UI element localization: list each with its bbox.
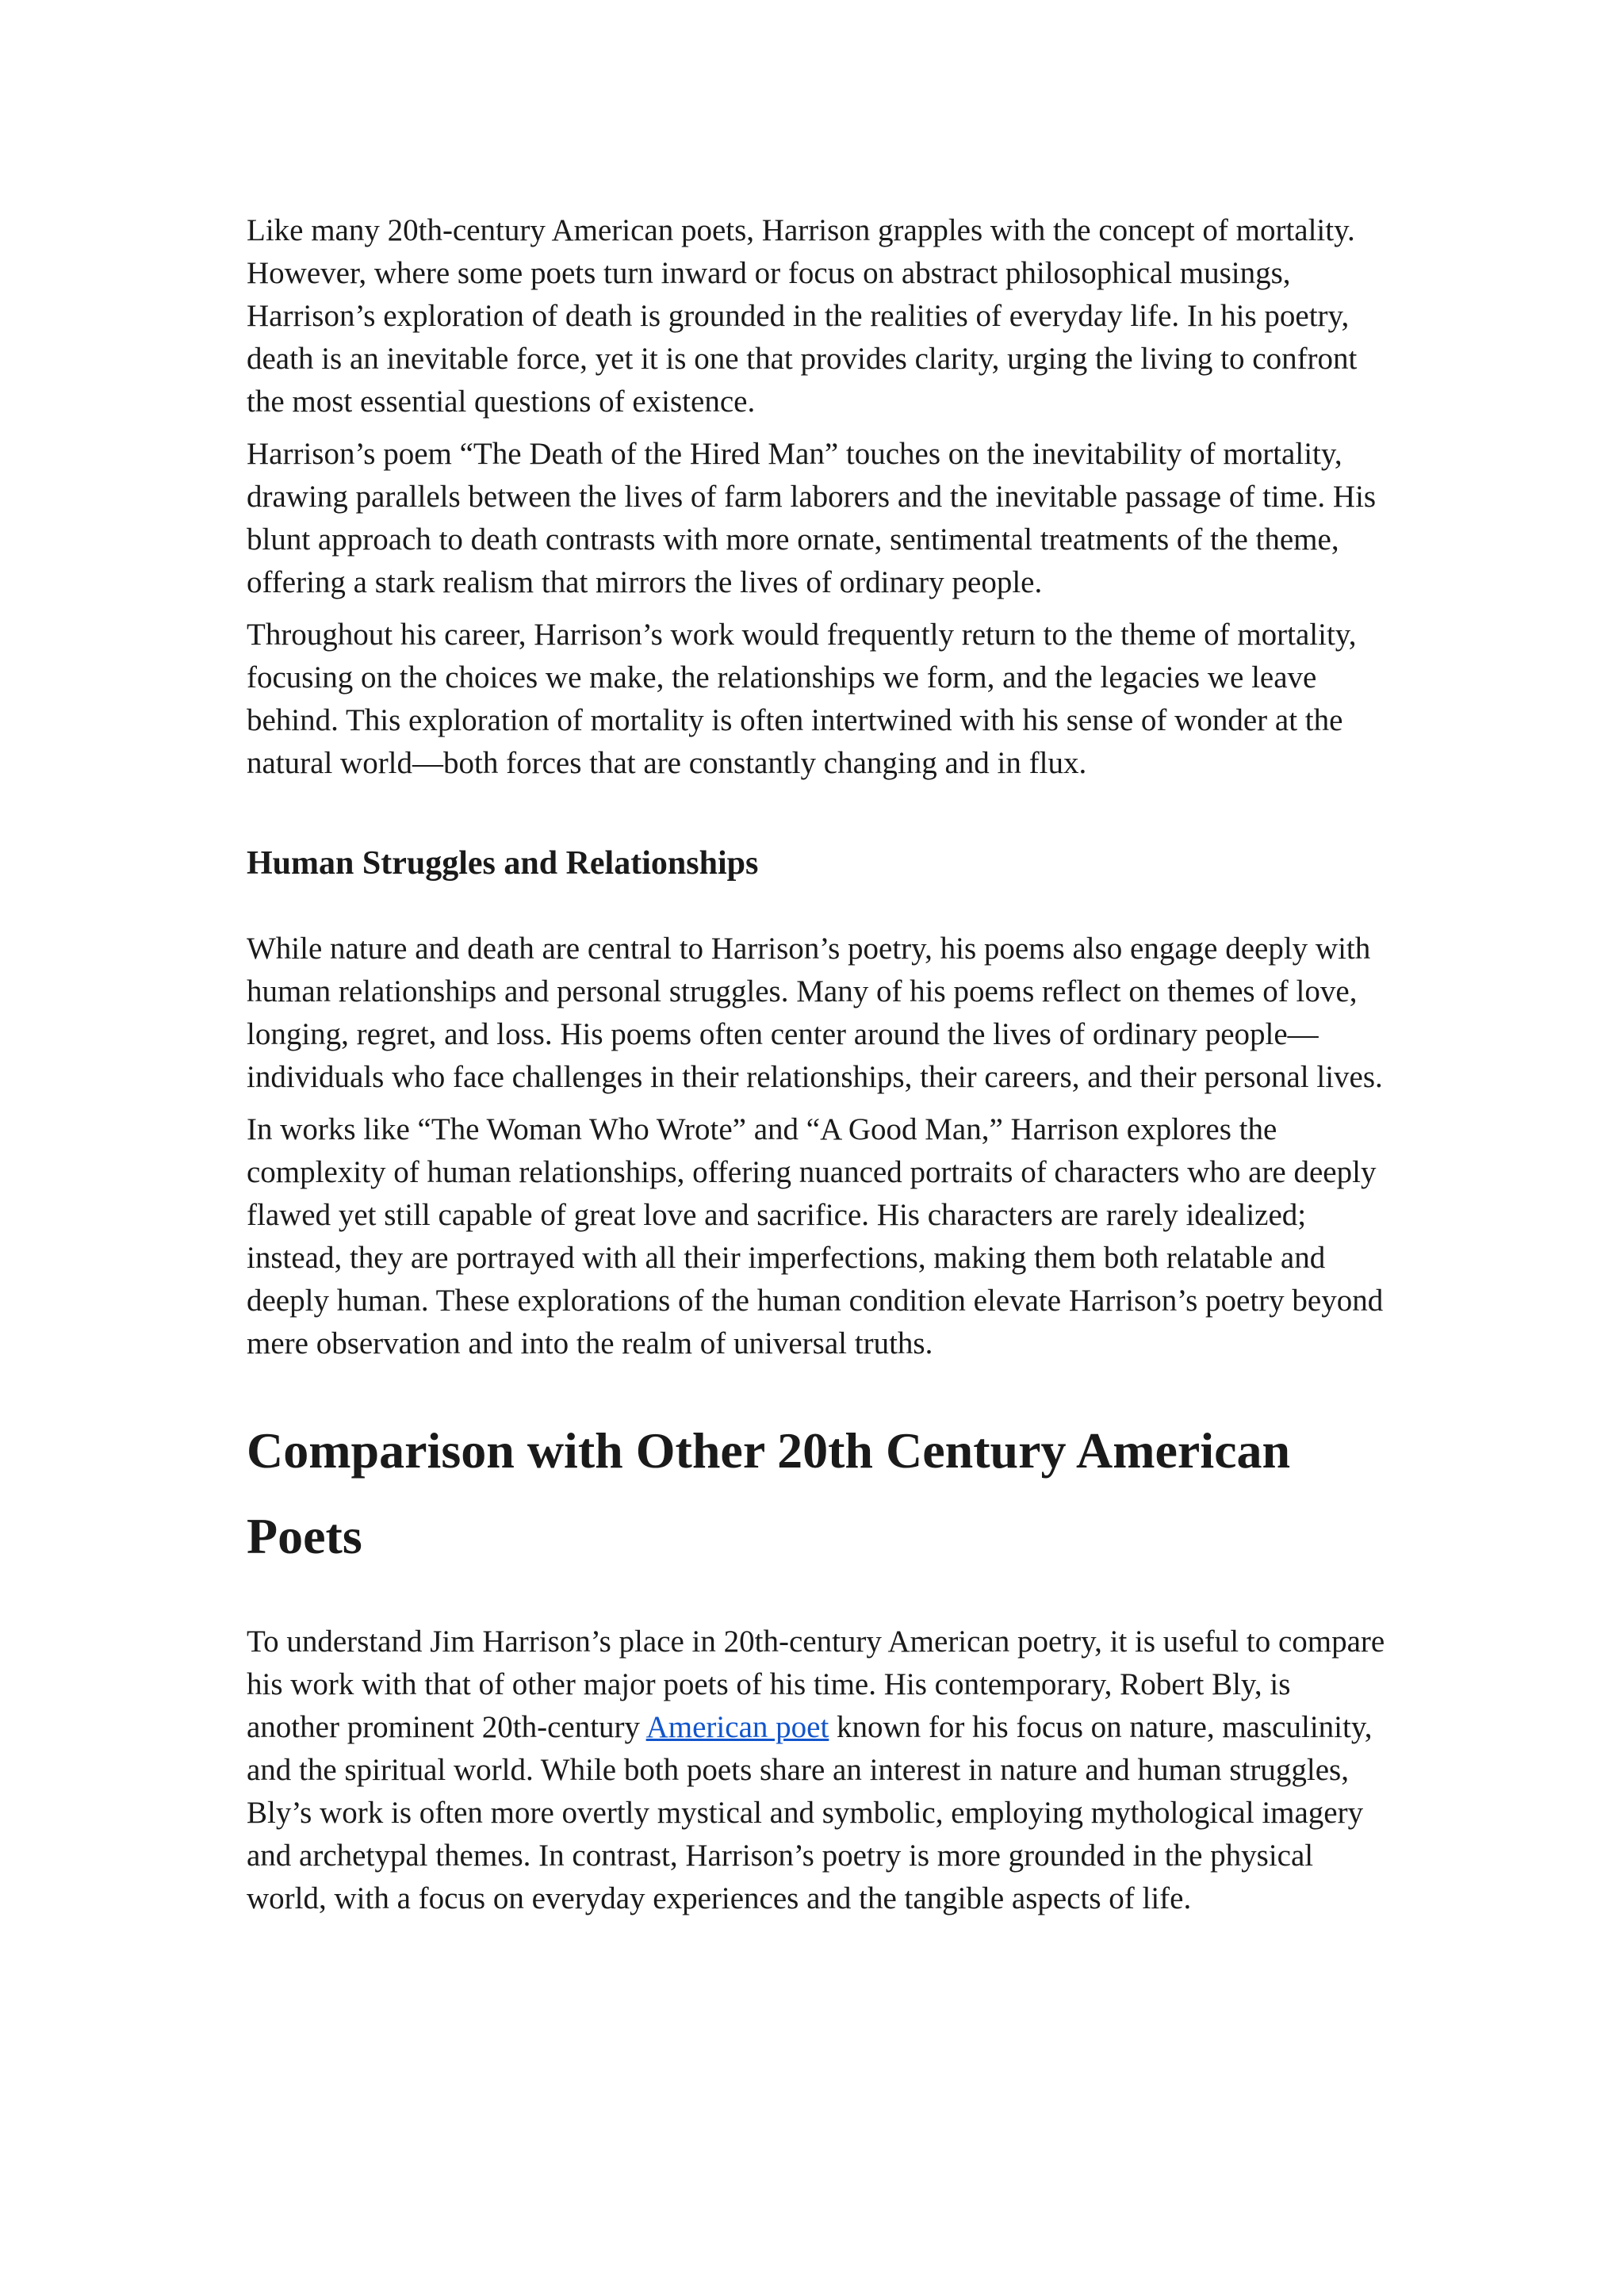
section-heading-human-struggles: Human Struggles and Relationships <box>247 845 759 882</box>
human-paragraph-1: While nature and death are central to Harrison’s poetry, his poems also engage deeply with human relationships and personal struggles. Many of his poems reflect on themes of love, longing, regret, and loss. His poems often center around the lives of ordinary people—individuals who face challenges in their relationships, their careers, and their personal lives. <box>247 932 1383 1094</box>
intro-paragraph-1: Like many 20th-century American poets, Harrison grapples with the concept of mortality. However, where some poets turn inward or focus on abstract philosophical musings, Harrison’s exploration of death is grounded in the realities of everyday life. In his poetry, death is an inevitable force, yet it is one that provides clarity, urging the living to confront the most essential questions of existence. <box>247 213 1358 419</box>
comparison-text-before-link: To understand Jim Harrison’s place in 20th-century American poetry, it is useful to compare his work with that of other major poets of his time. His contemporary, Robert Bly, is another prominent 20th-century <box>247 1624 1385 1744</box>
section-heading-comparison: Comparison with Other 20th Century American Poets <box>247 1422 1291 1564</box>
human-paragraph-2: In works like “The Woman Who Wrote” and “A Good Man,” Harrison explores the complexity of human relationships, offering nuanced portraits of characters who are deeply flawed yet still capable of great love and sacrifice. His characters are rarely idealized; instead, they are portrayed with all their imperfections, making them both relatable and deeply human. These explorations of the human condition elevate Harrison’s poetry beyond mere observation and into the realm of universal truths. <box>247 1112 1384 1360</box>
comparison-paragraph <box>247 1621 1388 1920</box>
intro-paragraph-2: Harrison’s poem “The Death of the Hired Man” touches on the inevitability of mortality, drawing parallels between the lives of farm laborers and the inevitable passage of time. His blunt approach to death contrasts with more ornate, sentimental treatments of the theme, offering a stark realism that mirrors the lives of ordinary people. <box>247 437 1377 599</box>
intro-paragraph-3: Throughout his career, Harrison’s work would frequently return to the theme of mortality, focusing on the choices we make, the relationships we form, and the legacies we leave behind. This exploration of mortality is often intertwined with his sense of wonder at the natural world—both forces that are constantly changing and in flux. <box>247 618 1357 780</box>
american-poet-link[interactable]: American poet <box>645 1710 829 1744</box>
comparison-text-after-link: known for his focus on nature, masculinity, and the spiritual world. While both poets share an interest in nature and human struggles, Bly’s work is often more overtly mystical and symbolic, employing mythological imagery and archetypal themes. In contrast, Harrison’s poetry is more grounded in the physical world, with a focus on everyday experiences and the tangible aspects of life. <box>247 1710 1373 1915</box>
document-page <box>247 209 1388 1930</box>
